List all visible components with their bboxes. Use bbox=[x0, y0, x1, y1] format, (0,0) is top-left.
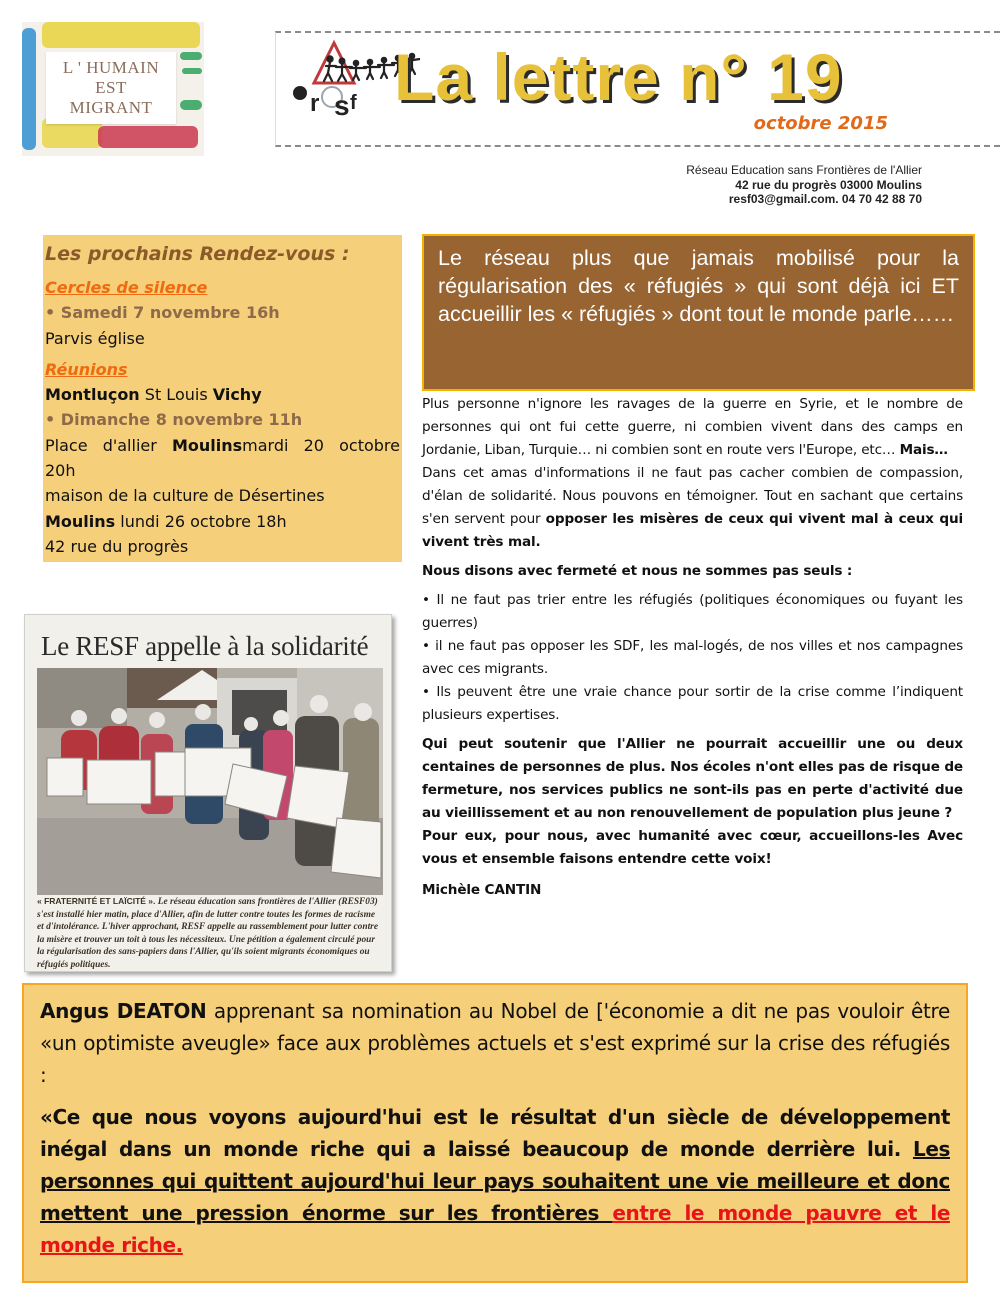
event-date-text: mardi 20 octobre bbox=[242, 435, 400, 455]
article-body bbox=[422, 393, 963, 902]
quote-highlight-red: entre le monde pauvre et le monde riche. bbox=[40, 1201, 950, 1257]
event-location-line bbox=[45, 509, 400, 534]
svg-text:r: r bbox=[310, 90, 320, 117]
paint-stroke bbox=[98, 126, 198, 148]
event-time: 20h bbox=[45, 461, 76, 481]
newsletter-title: La lettre n° 19 bbox=[394, 40, 843, 114]
section-heading-cercles: Cercles de silence bbox=[45, 278, 208, 297]
headline-box bbox=[422, 234, 975, 391]
event-date: • Samedi 7 novembre 16h bbox=[45, 303, 280, 323]
clipping-photo bbox=[37, 668, 383, 895]
logo-line: MIGRANT bbox=[69, 98, 153, 117]
org-address: 42 rue du progrès 03000 Moulins bbox=[735, 177, 922, 192]
event-place: maison de la culture de Désertines bbox=[45, 486, 325, 506]
org-contact: resf03@gmail.com. 04 70 42 88 70 bbox=[728, 192, 922, 206]
city-name: Vichy bbox=[212, 385, 262, 405]
city-name: Montluçon bbox=[45, 385, 140, 405]
paint-stroke bbox=[22, 28, 36, 150]
list-item: • Ils peuvent être une vraie chance pour sortir de la crise comme l’indiquent plusieurs expertises. bbox=[422, 684, 963, 723]
list-item: • Il ne faut pas trier entre les réfugiés (politiques économiques ou fuyant les guerres) bbox=[422, 592, 963, 631]
group-photo-icon bbox=[37, 668, 383, 895]
article-paragraph bbox=[422, 825, 963, 871]
event-date: • Dimanche 8 novembre 11h bbox=[45, 410, 303, 430]
location-text: Place d'allier bbox=[45, 435, 172, 455]
list-item: • il ne faut pas opposer les SDF, les mal-logés, de nos villes et nos campagnes avec ces migrants. bbox=[422, 638, 963, 677]
paragraph-emphasis: opposer les misères de ceux qui vivent mal à ceux qui vivent très mal. bbox=[422, 511, 963, 550]
org-name: Réseau Education sans Frontières de l'Allier bbox=[686, 163, 922, 177]
article-paragraph bbox=[422, 462, 963, 554]
author-signature: Michèle CANTIN bbox=[422, 882, 542, 898]
article-paragraph bbox=[422, 733, 963, 825]
event-date-text: lundi 26 octobre 18h bbox=[115, 511, 287, 531]
humain-est-migrant-logo bbox=[22, 22, 204, 156]
quote-text bbox=[40, 1101, 950, 1261]
paint-stroke bbox=[180, 100, 202, 110]
upcoming-events-box bbox=[43, 235, 402, 562]
logo-line: EST bbox=[95, 78, 127, 97]
svg-text:f: f bbox=[350, 92, 357, 114]
list-heading bbox=[422, 560, 963, 583]
logo-label bbox=[46, 52, 176, 124]
paragraph-text: Plus personne n'ignore les ravages de la guerre en Syrie, et le nombre de personnes qui ont fui cette guerre, ni combien vivent dans des camps en Jordanie, Liban, Turquie… ni combien sont en route vers l'Europe, etc… bbox=[422, 396, 963, 458]
clipping-caption bbox=[37, 895, 383, 971]
headline-text: Le réseau plus que jamais mobilisé pour la régularisation des « réfugiés » qui sont déjà ici ET accueillir les « réfugiés » dont tout le monde parle…… bbox=[438, 246, 959, 326]
paint-stroke bbox=[42, 22, 200, 48]
events-title: Les prochains Rendez-vous : bbox=[45, 243, 350, 265]
list-heading-text: Nous disons avec fermeté et nous ne sommes pas seuls : bbox=[422, 563, 853, 579]
svg-text:s: s bbox=[334, 90, 350, 117]
paragraph-emphasis: Qui peut soutenir que l'Allier ne pourrait accueillir une ou deux centaines de personnes de plus. Nos écoles n'ont elles pas de risque de fermeture, nos services publics ne sont-ils pas en perte d'activité due au vieillissement et au non renouvellement de population plus jeune ? bbox=[422, 736, 963, 821]
event-location-line bbox=[45, 433, 400, 458]
deaton-quote-box bbox=[22, 983, 968, 1283]
quote-plain: «Ce que nous voyons aujourd'hui est le résultat d'un siècle de développement inégal dans un monde riche qui a laissé beaucoup de monde derrière lui. bbox=[40, 1105, 950, 1161]
paint-stroke bbox=[180, 52, 202, 60]
quote-intro bbox=[40, 995, 950, 1091]
city-name: Moulins bbox=[171, 435, 243, 455]
article-paragraph bbox=[422, 393, 963, 462]
paragraph-text: Dans cet amas d'informations il ne faut pas cacher combien de compassion, d'élan de solidarité. Nous pouvons en témoigner. Tout en sachant que certains s'en servent pour bbox=[422, 465, 963, 527]
caption-kicker: « FRATERNITÉ ET LAÏCITÉ ». bbox=[37, 896, 156, 906]
event-place: 42 rue du progrès bbox=[45, 536, 189, 556]
caption-text: Le réseau éducation sans frontières de l'Allier (RESF03) s'est installé hier matin, place d'Allier, afin de lutter contre toutes les formes de racisme et d'intolérance. L'hiver approchant, RESF appelle au rassemblement pour lutter contre la misère et trouver un toit à tous les nécessiteux. Une pétition a également circulé pour la régularisation des sans-papiers dans l'Allier, qu'ils soient migrants économiques ou réfugiés politiques. bbox=[37, 897, 378, 970]
section-heading-reunions: Réunions bbox=[45, 359, 128, 379]
paint-stroke bbox=[182, 68, 202, 74]
location-text: St Louis bbox=[139, 385, 213, 405]
quote-intro-text: apprenant sa nomination au Nobel de ['économie a dit ne pas vouloir être «un optimiste aveugle» face aux problèmes actuels et s'est exprimé sur la crise des réfugiés : bbox=[40, 999, 950, 1087]
clipping-headline: Le RESF appelle à la solidarité bbox=[41, 631, 369, 661]
event-place: Parvis église bbox=[45, 328, 145, 348]
event-location-line bbox=[45, 382, 400, 407]
newspaper-clipping bbox=[24, 614, 392, 972]
city-name: Moulins bbox=[45, 511, 116, 531]
quote-author: Angus DEATON bbox=[40, 999, 207, 1023]
paragraph-emphasis: Mais… bbox=[899, 442, 948, 458]
issue-date: octobre 2015 bbox=[753, 113, 888, 134]
logo-line: L ' HUMAIN bbox=[62, 58, 160, 77]
paragraph-emphasis: Pour eux, pour nous, avec humanité avec cœur, accueillons-les Avec vous et ensemble faisons entendre cette voix! bbox=[422, 828, 963, 867]
masthead bbox=[275, 31, 1000, 147]
org-info bbox=[686, 163, 922, 207]
quote-underlined: Les personnes qui quittent aujourd'hui leur pays souhaitent une vie meilleure et donc mettent une pression énorme sur les frontières bbox=[40, 1137, 950, 1225]
